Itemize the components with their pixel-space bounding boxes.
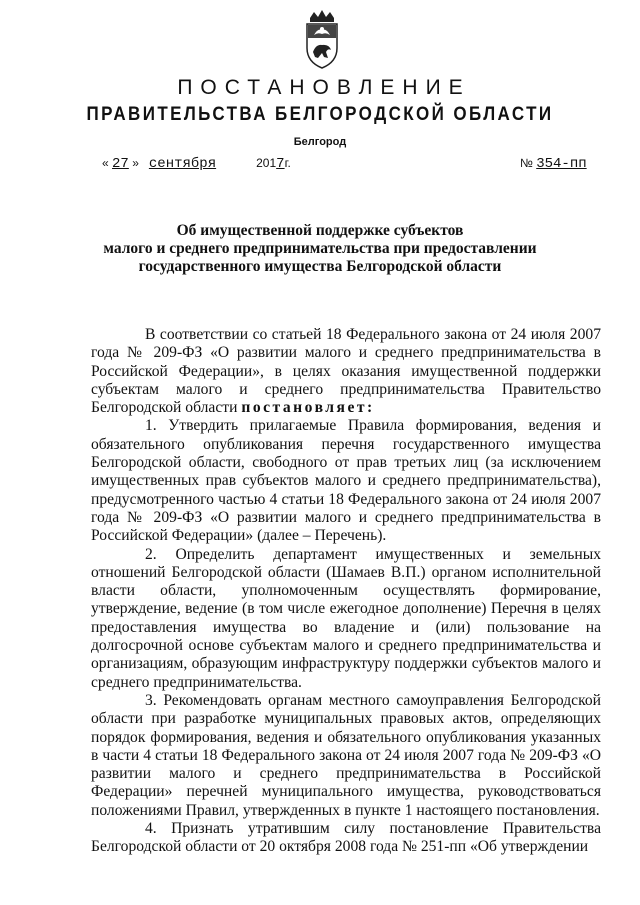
coat-of-arms-emblem [302,8,342,72]
document-number [520,156,587,172]
number-label: № [520,156,533,170]
city-name: Белгород [293,136,347,148]
title-line-2: малого и среднего предпринимательства при предоставлении [103,240,537,257]
date-year-digit: 7 [276,156,285,172]
item-2-paragraph: 2. Определить департамент имущественных и земельных отношений Белгородской области (Шамаев В.П.) органом исполнительной власти области, уполномоченным осуществлять формирование, утверждение, ведение (в том числе ежегодное дополнение) Перечня в целях предоставления имущества во владение и (или) пользование на долгосрочной основе субъектам малого и среднего предпринимательства и организациям, образующим инфраструктуру поддержки субъектов малого и среднего предпринимательства. [91,545,601,691]
issuer-heading: ПРАВИТЕЛЬСТВА БЕЛГОРОДСКОЙ ОБЛАСТИ [86,102,554,125]
document-date [102,156,291,172]
preamble-paragraph [91,326,601,417]
document-body [91,326,601,857]
title-line-1: Об имущественной поддержке субъектов [176,222,464,239]
document-title [0,222,640,276]
title-line-3: государственного имущества Белгородской области [138,258,502,275]
date-year-suffix: г. [284,156,291,170]
item-4-paragraph: 4. Признать утратившим силу постановление Правительства Белгородской области от 20 октября 2008 года № 251-пп «Об утверждении [91,820,601,856]
decree-word: постановляет: [241,399,375,417]
preamble-text: В соответствии со статьей 18 Федерального закона от 24 июля 2007 года № 209-ФЗ «О развитии малого и среднего предпринимательства в Российской Федерации», в целях оказания имущественной поддержки субъектам малого и среднего предпринимательства Правительство Белгородской области [91,326,601,417]
item-1-paragraph: 1. Утвердить прилагаемые Правила формирования, ведения и обязательного опубликования перечня государственного имущества Белгородской области, свободного от прав третьих лиц (за исключением имущественных прав субъектов малого и среднего предпринимательства), предусмотренного частью 4 статьи 18 Федерального закона от 24 июля 2007 года № 209-ФЗ «О развитии малого и среднего предпринимательства в Российской Федерации» (далее – Перечень). [91,417,601,545]
date-day: 27 [112,156,129,172]
item-3-paragraph: 3. Рекомендовать органам местного самоуправления Белгородской области при разработке муниципальных правовых актов, определяющих порядок формирования, ведения и обязательного опубликования указанных в части 4 статьи 18 Федерального закона от 24 июля 2007 года № 209-ФЗ «О развитии малого и среднего предпринимательства в Российской Федерации» перечней муниципального имущества, руководствоваться положениями Правил, утвержденных в пункте 1 настоящего постановления. [91,691,601,819]
date-year-prefix: 201 [256,156,277,170]
date-open-quote: « [102,156,109,170]
number-value: 354-пп [536,156,587,172]
date-month: сентября [148,156,217,172]
document-type-heading: ПОСТАНОВЛЕНИЕ [177,76,471,99]
date-close-quote: » [132,156,139,170]
